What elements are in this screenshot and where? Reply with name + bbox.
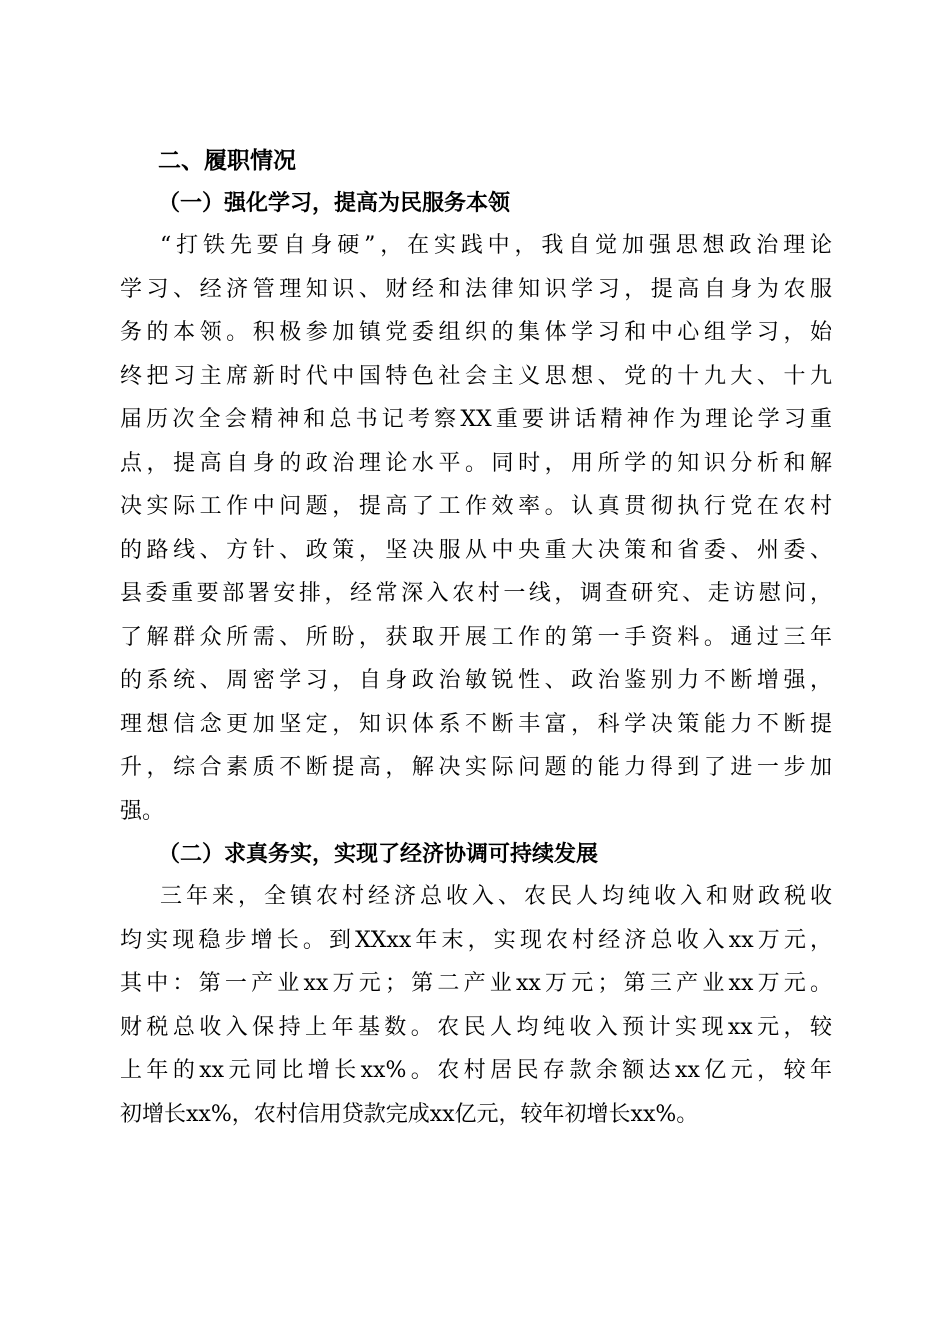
paragraph-line: 县委重要部署安排，经常深入农村一线，调查研究、走访慰问， — [120, 581, 832, 606]
document-body — [120, 140, 832, 1136]
paragraph-line: 终把习主席新时代中国特色社会主义思想、党的十九大、十九 — [120, 363, 832, 389]
paragraph-line: 务的本领。积极参加镇党委组织的集体学习和中心组学习，始 — [120, 320, 832, 345]
paragraph-line: 三年来，全镇农村经济总收入、农民人均纯收入和财政税收 — [160, 884, 832, 909]
paragraph-line: 的路线、方针、政策，坚决服从中央重大决策和省委、州委、 — [120, 537, 832, 563]
paragraph-line: 其中：第一产业xx万元；第二产业xx万元；第三产业xx万元。 — [120, 971, 832, 996]
paragraph-line: 升，综合素质不断提高，解决实际问题的能力得到了进一步加 — [120, 755, 832, 780]
subsection-heading-1: （一）强化学习，提高为民服务本领 — [158, 190, 511, 216]
paragraph-line: 初增长xx%，农村信用贷款完成xx亿元，较年初增长xx%。 — [120, 1101, 699, 1127]
paragraph-line: 届历次全会精神和总书记考察XX重要讲话精神作为理论学习重 — [120, 407, 832, 432]
paragraph-line: 的系统、周密学习，自身政治敏锐性、政治鉴别力不断增强， — [120, 668, 832, 693]
subsection-heading-2: （二）求真务实，实现了经济协调可持续发展 — [158, 841, 599, 867]
paragraph-line: 强。 — [120, 798, 165, 824]
paragraph-line: “打铁先要自身硬”，在实践中，我自觉加强思想政治理论 — [160, 233, 832, 258]
paragraph-line: 理想信念更加坚定，知识体系不断丰富，科学决策能力不断提 — [120, 711, 832, 737]
paragraph-line: 决实际工作中问题，提高了工作效率。认真贯彻执行党在农村 — [120, 494, 832, 519]
paragraph-economy — [120, 875, 832, 1136]
section-heading: 二、履职情况 — [158, 148, 296, 174]
paragraph-line: 财税总收入保持上年基数。农民人均纯收入预计实现xx元，较 — [120, 1014, 832, 1040]
paragraph-line: 上年的xx元同比增长xx%。农村居民存款余额达xx亿元，较年 — [120, 1058, 832, 1083]
paragraph-line: 点，提高自身的政治理论水平。同时，用所学的知识分析和解 — [120, 450, 832, 476]
paragraph-line: 学习、经济管理知识、财经和法律知识学习，提高自身为农服 — [120, 276, 832, 302]
paragraph-line: 均实现稳步增长。到XXxx年末，实现农村经济总收入xx万元， — [120, 927, 832, 953]
paragraph-study — [120, 224, 832, 833]
paragraph-line: 了解群众所需、所盼，获取开展工作的第一手资料。通过三年 — [120, 624, 832, 650]
